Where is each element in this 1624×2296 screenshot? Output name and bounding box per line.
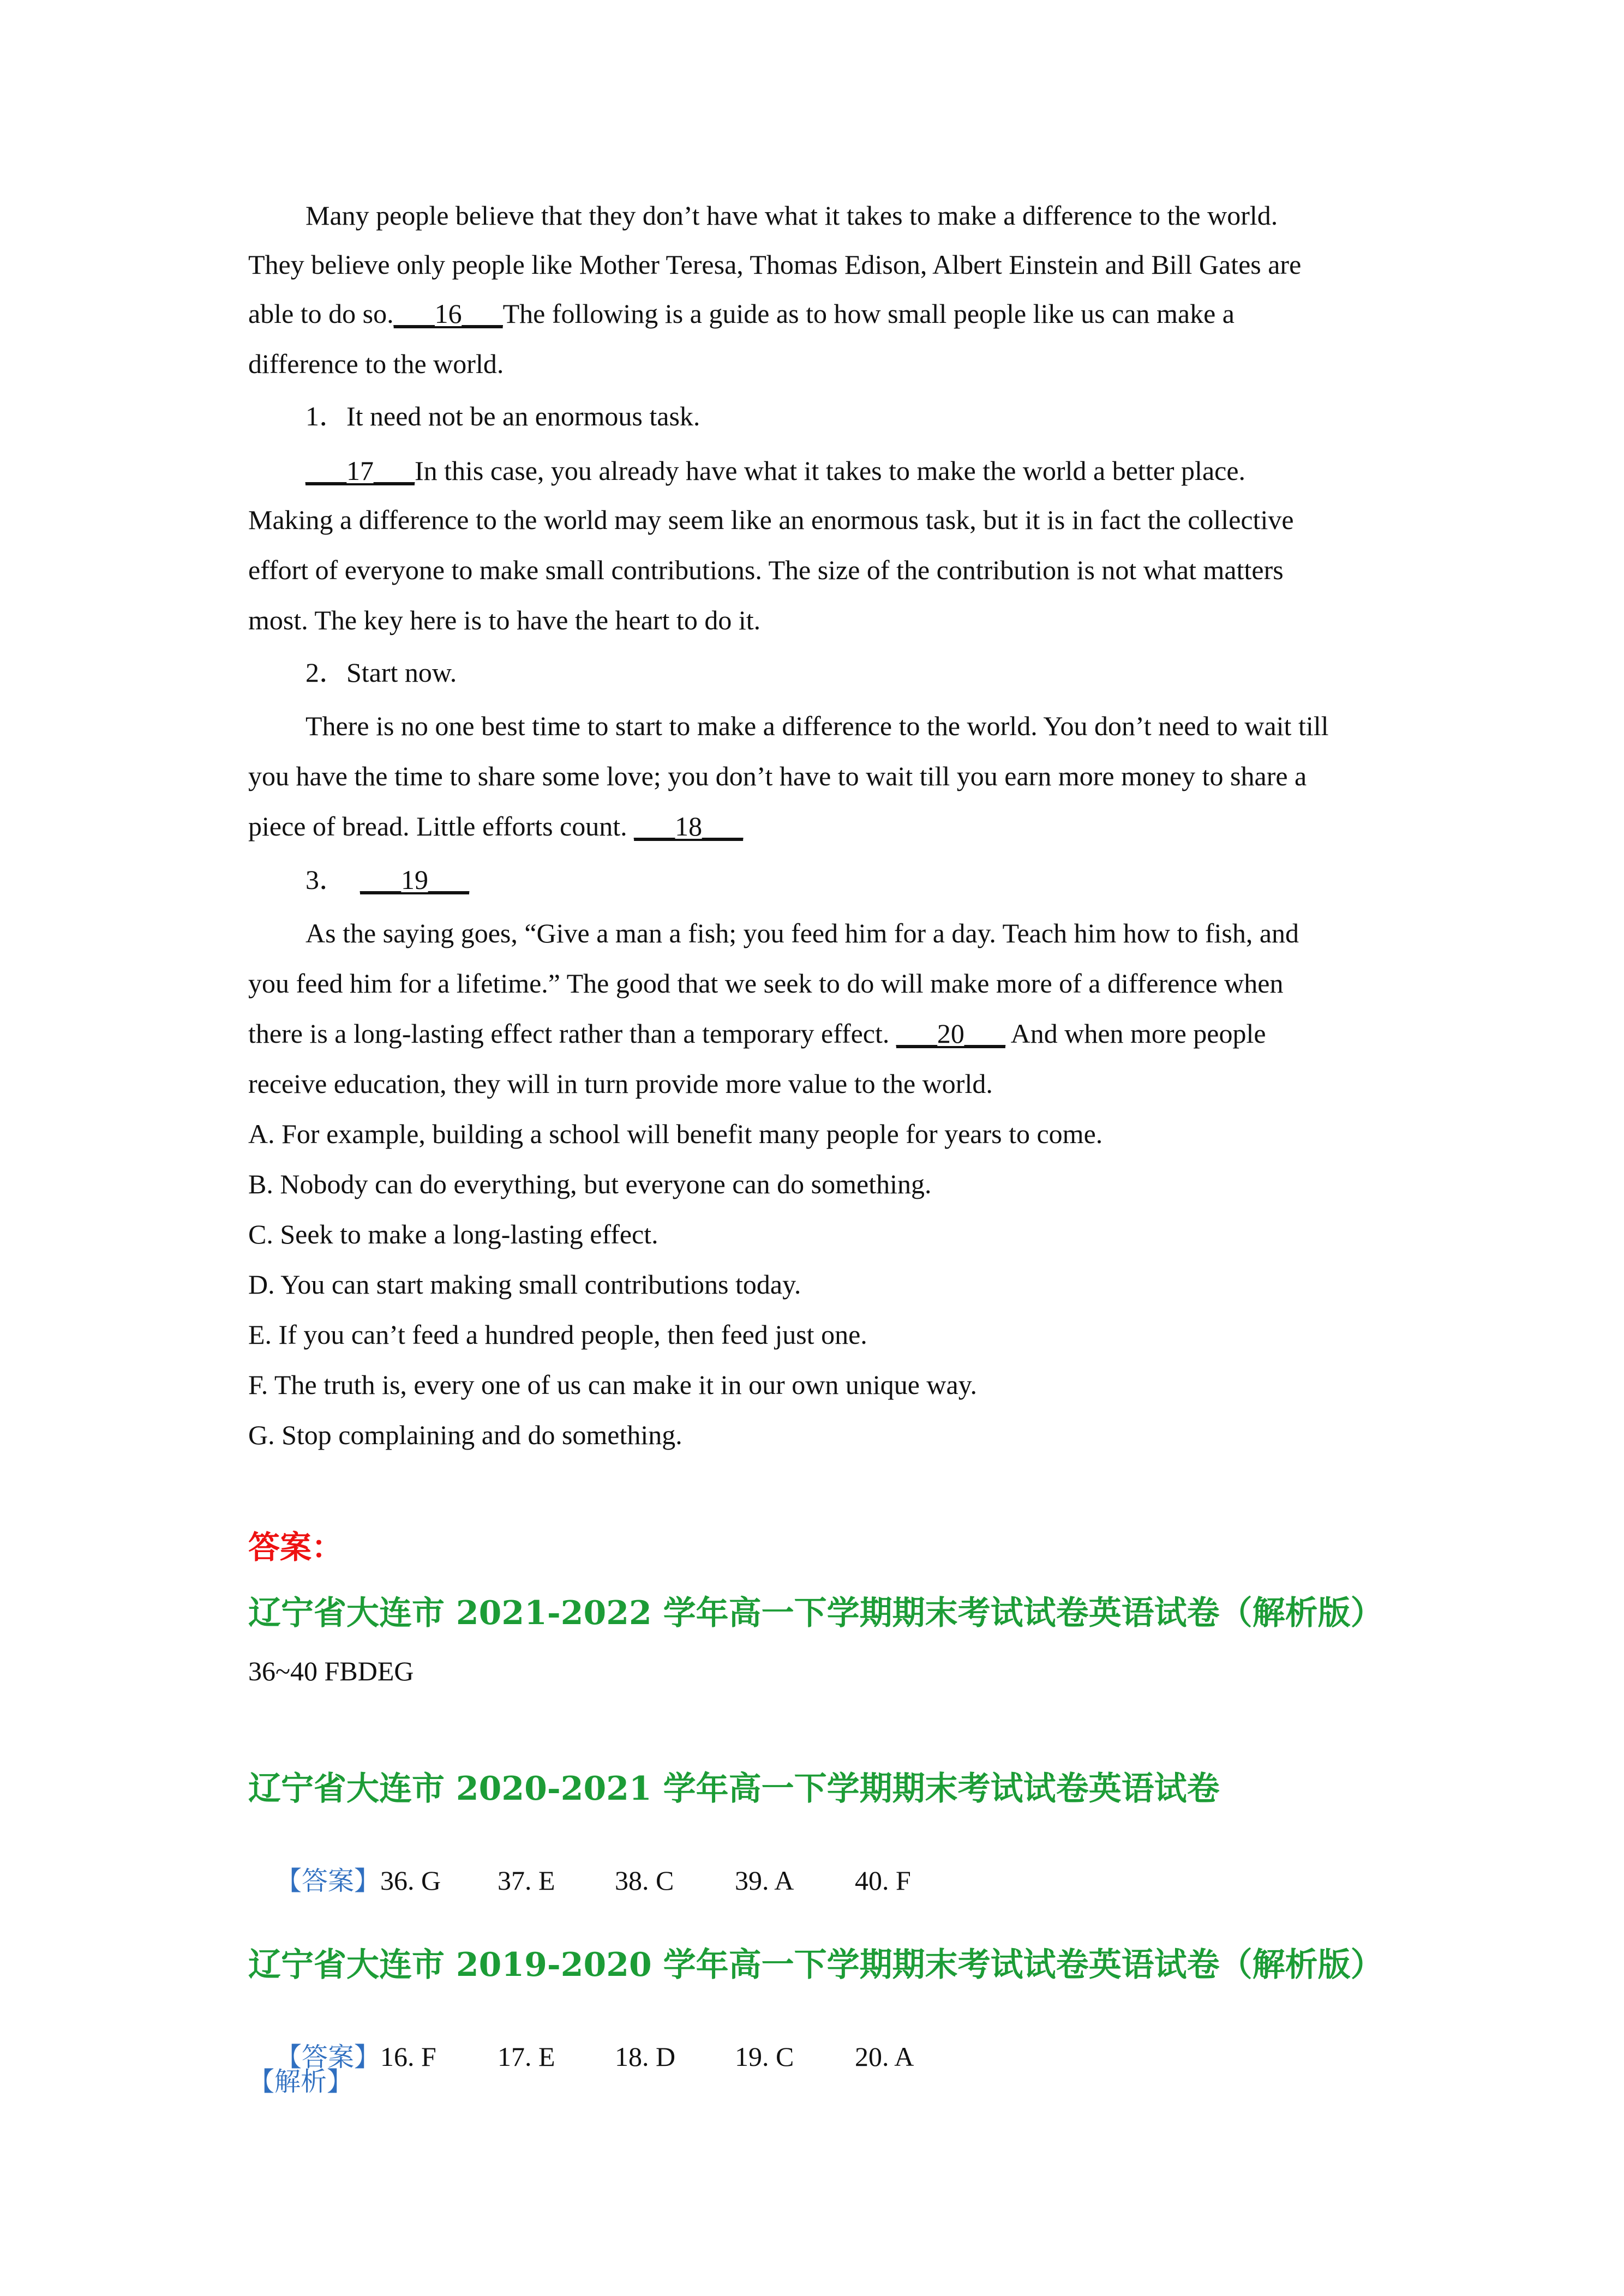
passage-text: able to do so. <box>248 298 394 329</box>
blank-18: ___18___ <box>634 811 744 842</box>
passage-line: They believe only people like Mother Teresa, Thomas Edison, Albert Einstein and Bill Gates are <box>248 249 1302 280</box>
passage-line: Making a difference to the world may seem like an enormous task, but it is in fact the collective <box>248 504 1294 535</box>
source-title: 辽宁省大连市 2021-2022 学年高一下学期期末考试试卷英语试卷（解析版） <box>248 1594 1383 1632</box>
passage-line: There is no one best time to start to make a difference to the world. You don’t need to wait till <box>305 711 1329 741</box>
answer-tag: 【答案】 <box>275 1866 381 1896</box>
passage-line: receive education, they will in turn provide more value to the world. <box>248 1068 993 1099</box>
answer-item: 18. D <box>615 2041 676 2072</box>
answers-label: 答案： <box>248 1529 344 1566</box>
passage-text: there is a long-lasting effect rather than a temporary effect. <box>248 1018 896 1049</box>
section-heading: 2．Start now. <box>305 657 457 688</box>
blank-19: ___19___ <box>360 864 469 895</box>
answer-item: 36. G <box>380 1865 441 1896</box>
passage-line: effort of everyone to make small contributions. The size of the contribution is not what matters <box>248 555 1284 585</box>
section-heading: 1．It need not be an enormous task. <box>305 401 700 431</box>
heading-number: 3． <box>305 864 360 895</box>
passage-line: you have the time to share some love; you don’t have to wait till you earn more money to share a <box>248 761 1307 791</box>
section-heading <box>305 866 469 893</box>
passage-line: Many people believe that they don’t have what it takes to make a difference to the world. <box>305 200 1278 231</box>
analysis-row <box>248 2060 353 2098</box>
passage-line: difference to the world. <box>248 348 504 379</box>
passage-line: most. The key here is to have the heart to do it. <box>248 605 761 635</box>
option-b: B. Nobody can do everything, but everyone can do something. <box>248 1169 932 1199</box>
option-g: G. Stop complaining and do something. <box>248 1420 682 1450</box>
answer-tag: 【答案】 <box>275 2042 381 2072</box>
answer-row <box>248 1828 911 1929</box>
answer-item: 20. A <box>855 2041 914 2072</box>
option-c: C. Seek to make a long-lasting effect. <box>248 1219 658 1249</box>
passage-text: piece of bread. Little efforts count. <box>248 811 634 842</box>
passage-line: you feed him for a lifetime.” The good that we seek to do will make more of a difference when <box>248 968 1284 999</box>
passage-text: And when more people <box>1005 1018 1266 1049</box>
answer-item: 17. E <box>498 2041 555 2072</box>
option-f: F. The truth is, every one of us can make it in our own unique way. <box>248 1369 977 1400</box>
option-e: E. If you can’t feed a hundred people, then feed just one. <box>248 1319 867 1350</box>
passage-line <box>248 813 743 840</box>
option-a: A. For example, building a school will benefit many people for years to come. <box>248 1119 1103 1149</box>
blank-16: ___16___ <box>393 298 503 329</box>
source-title: 辽宁省大连市 2019-2020 学年高一下学期期末考试试卷英语试卷（解析版） <box>248 1946 1383 1984</box>
answer-item: 19. C <box>735 2041 794 2072</box>
answer-item: 40. F <box>855 1865 911 1896</box>
passage-line <box>305 457 1245 484</box>
passage-line <box>248 300 1235 327</box>
answer-item: 16. F <box>380 2041 436 2072</box>
answer-line: 36~40 FBDEG <box>248 1656 414 1686</box>
option-d: D. You can start making small contributions today. <box>248 1269 801 1300</box>
passage-line <box>248 1020 1266 1047</box>
blank-17: ___17___ <box>305 455 415 486</box>
analysis-tag: 【解析】 <box>248 2066 353 2097</box>
answer-item: 38. C <box>615 1865 674 1896</box>
answer-item: 39. A <box>735 1865 794 1896</box>
source-title: 辽宁省大连市 2020-2021 学年高一下学期期末考试试卷英语试卷 <box>248 1770 1220 1808</box>
passage-text: In this case, you already have what it takes to make the world a better place. <box>415 455 1246 486</box>
passage-text: The following is a guide as to how small people like us can make a <box>502 298 1235 329</box>
answer-item: 37. E <box>498 1865 555 1896</box>
blank-20: ___20___ <box>896 1018 1005 1049</box>
passage-line: As the saying goes, “Give a man a fish; you feed him for a day. Teach him how to fish, and <box>305 918 1299 948</box>
